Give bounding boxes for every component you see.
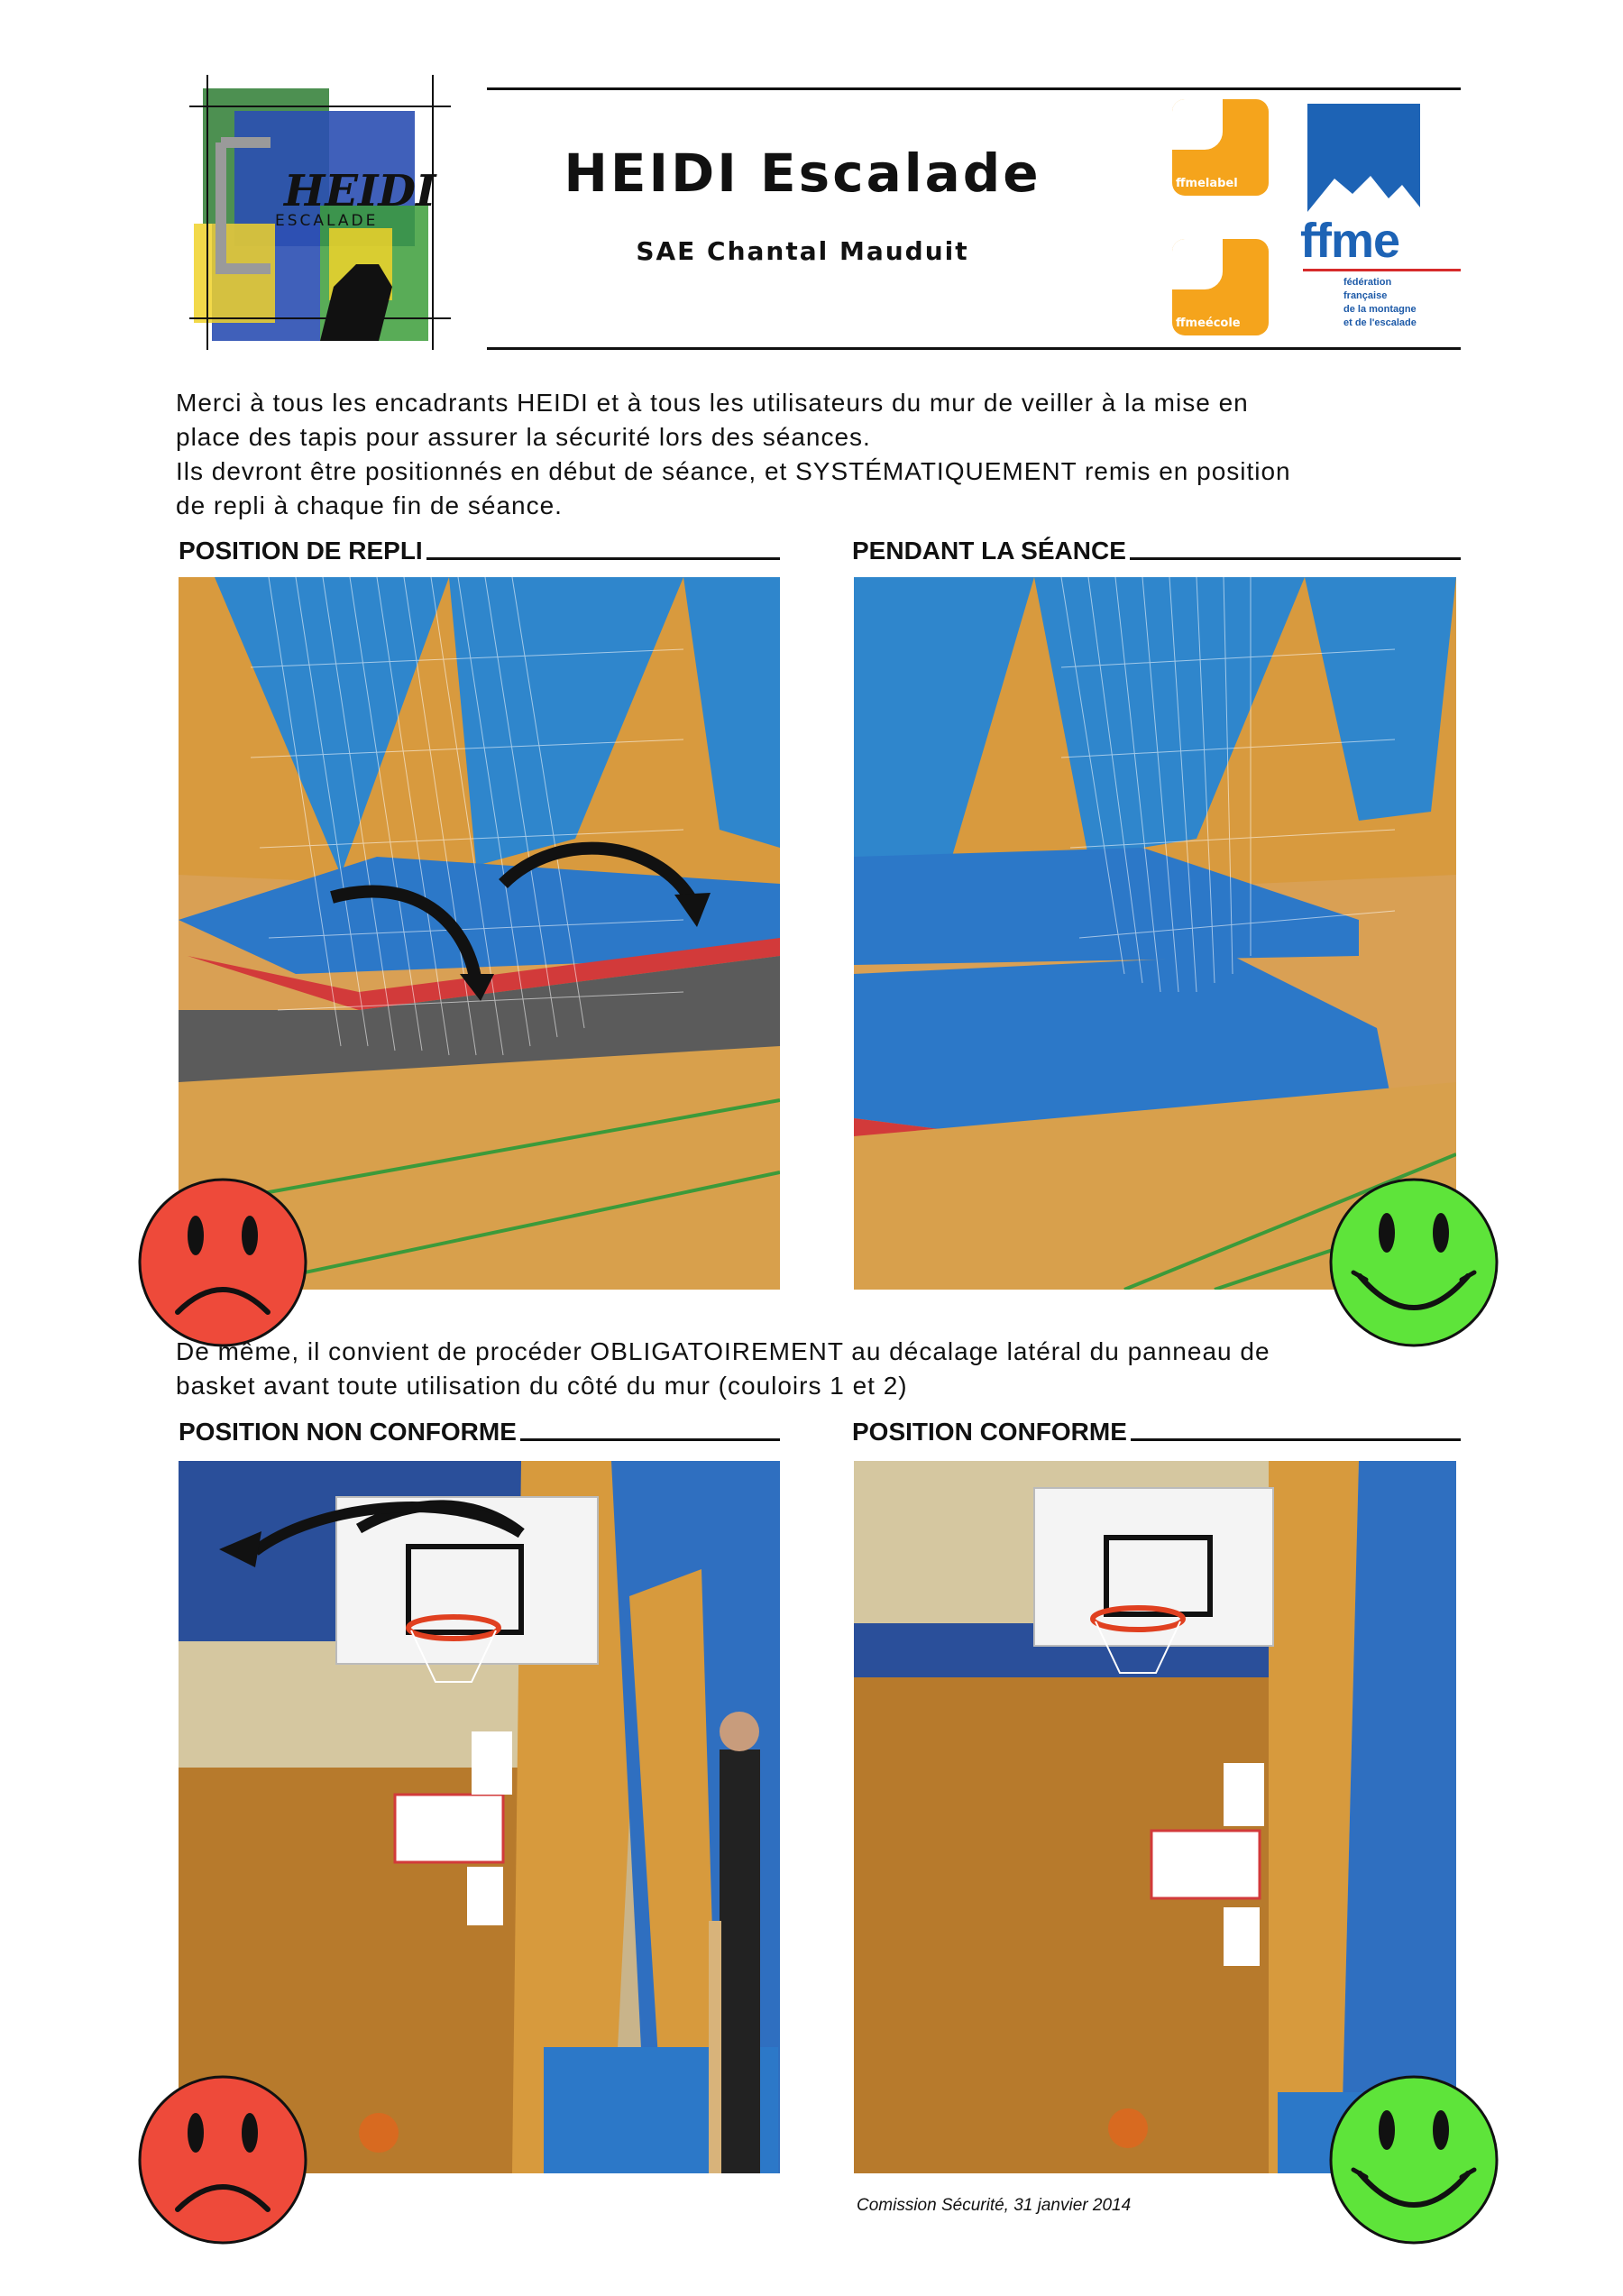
heading-pendant-seance: PENDANT LA SÉANCE (852, 537, 1461, 565)
sad-face-icon (137, 1177, 308, 1352)
ffme-ecole-badge (1172, 239, 1269, 335)
footer-note: Comission Sécurité, 31 janvier 2014 (857, 2196, 1132, 2215)
ffme-tagline: fédération française de la montagne et de l'escalade (1343, 277, 1417, 328)
ffme-wordmark: ffme (1300, 214, 1400, 268)
heading-conforme: POSITION CONFORME (852, 1418, 1461, 1446)
photo-basket-non-conforme (179, 1461, 780, 2173)
badge-ecole-text: ffmeécole (1176, 317, 1241, 330)
logo-heidi-text: HEIDI (284, 166, 436, 216)
heading-non-conforme: POSITION NON CONFORME (179, 1418, 780, 1446)
badge-label-text: ffmelabel (1176, 177, 1238, 190)
ffme-label-badge (1172, 99, 1269, 196)
happy-face-icon (1328, 1177, 1499, 1352)
page-title: HEIDI Escalade (564, 142, 1041, 204)
sad-face-icon-2 (137, 2074, 308, 2249)
heading-position-repli: POSITION DE REPLI (179, 537, 780, 565)
logo-escalade-text: ESCALADE (275, 212, 379, 230)
page-subtitle: SAE Chantal Mauduit (636, 236, 969, 266)
photo-basket-conforme (854, 1461, 1456, 2173)
heidi-logo (185, 70, 455, 354)
happy-face-icon-2 (1328, 2074, 1499, 2249)
header-top-rule (487, 87, 1461, 90)
ffme-red-rule (1303, 269, 1461, 271)
intro-paragraph: Merci à tous les encadrants HEIDI et à tous les utilisateurs du mur de veiller à la mise en place des tapis pour assurer la sécurité lors des séances. Ils devront être positionnés en début de séance, et SYSTÉMATIQUEMENT remis en position de repli à chaque fin de séance. (176, 389, 1291, 519)
basket-paragraph: De même, il convient de procéder OBLIGATOIREMENT au décalage latéral du panneau de basket avant toute utilisation du côté du mur (couloirs 1 et 2) (176, 1337, 1270, 1400)
